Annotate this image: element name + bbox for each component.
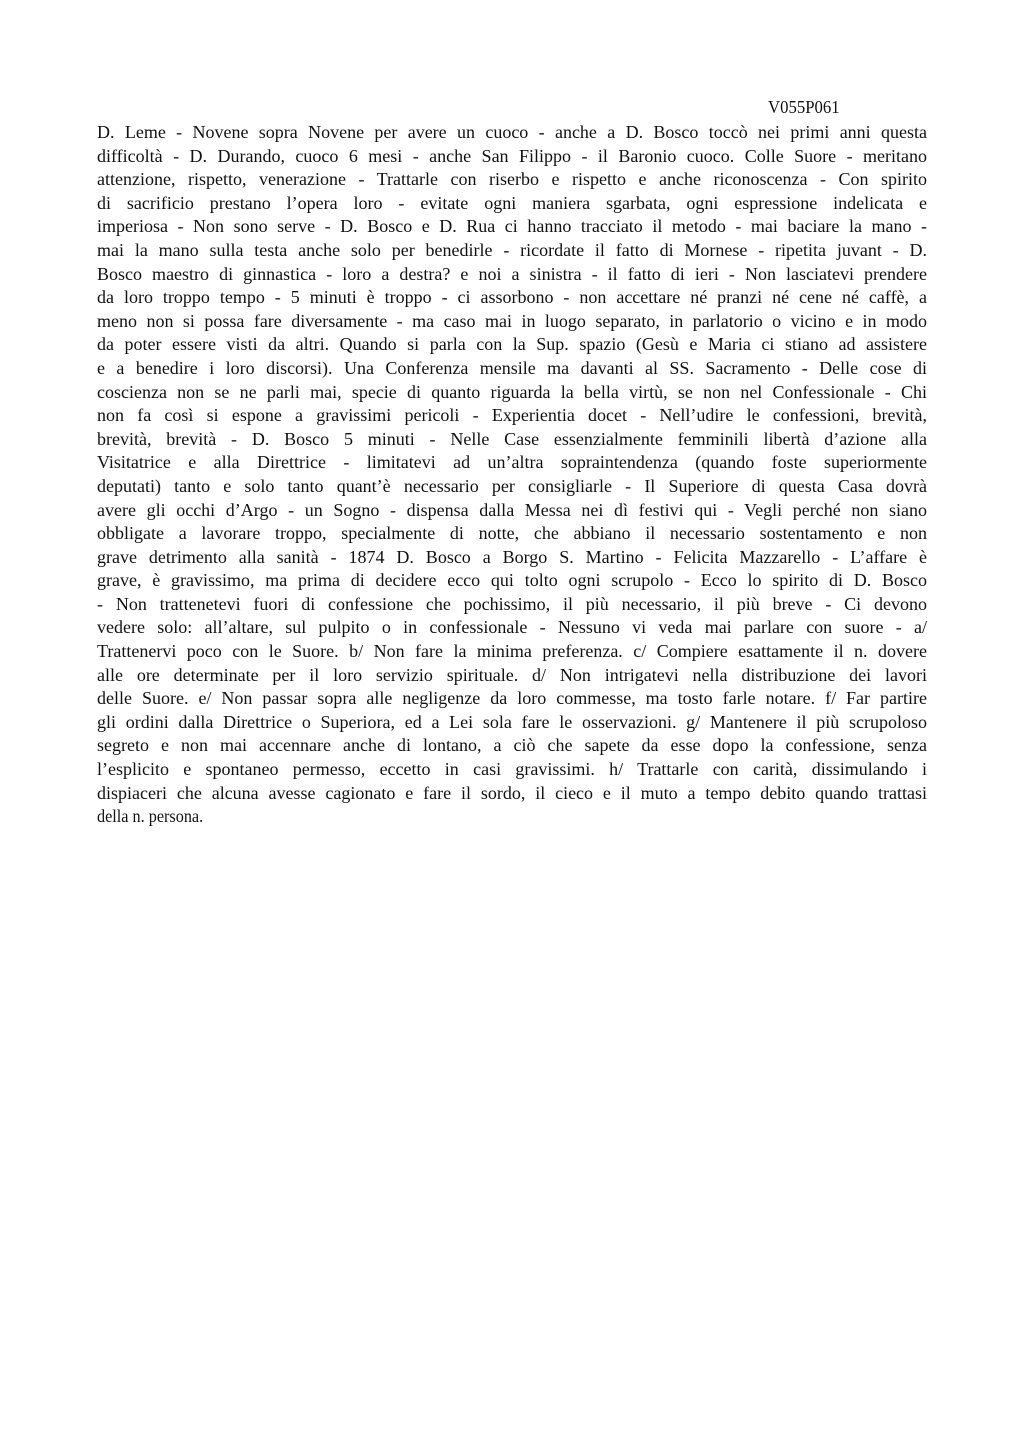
text-line: meno non si possa fare diversamente - ma caso mai in luogo separato, in parlatorio o vicino e in modo [97, 310, 927, 331]
page-id-header: V055P061 [768, 97, 840, 117]
text-line: di sacrificio prestano l’opera loro - evitate ogni maniera sgarbata, ogni espressione indelicata e [97, 192, 927, 213]
text-line: difficoltà - D. Durando, cuoco 6 mesi - anche San Filippo - il Baronio cuoco. Colle Suore - meritano [97, 145, 927, 166]
text-line: della n. persona. [97, 806, 204, 827]
text-line: da poter essere visti da altri. Quando si parla con la Sup. spazio (Gesù e Maria ci stiano ad assistere [97, 334, 927, 355]
text-line: grave, è gravissimo, ma prima di decidere ecco qui tolto ogni scrupolo - Ecco lo spirito di D. Bosco [97, 570, 927, 591]
text-line: gli ordini dalla Direttrice o Superiora, ed a Lei sola fare le osservazioni. g/ Mantenere il più scrupoloso [97, 711, 927, 732]
body-paragraph [97, 121, 927, 829]
text-line: l’esplicito e spontaneo permesso, eccetto in casi gravissimi. h/ Trattarle con carità, dissimulando i [97, 759, 927, 780]
text-line: Bosco maestro di ginnastica - loro a destra? e noi a sinistra - il fatto di ieri - Non lasciatevi prendere [97, 263, 927, 284]
text-line: imperiosa - Non sono serve - D. Bosco e D. Rua ci hanno tracciato il metodo - mai baciare la mano - [97, 216, 927, 237]
text-line: attenzione, rispetto, venerazione - Trattarle con riserbo e rispetto e anche riconoscenza - Con spirito [97, 169, 927, 190]
text-line: delle Suore. e/ Non passar sopra alle negligenze da loro commesse, ma tosto farle notare. f/ Far partire [97, 688, 927, 709]
text-line: vedere solo: all’altare, sul pulpito o in confessionale - Nessuno vi veda mai parlare con suore - a/ [97, 617, 927, 638]
text-line: mai la mano sulla testa anche solo per benedirle - ricordate il fatto di Mornese - ripetita juvant - D. [97, 239, 927, 260]
text-line: grave detrimento alla sanità - 1874 D. Bosco a Borgo S. Martino - Felicita Mazzarello - L’affare è [97, 546, 927, 567]
text-line: avere gli occhi d’Argo - un Sogno - dispensa dalla Messa nei dì festivi qui - Vegli perché non siano [97, 499, 927, 520]
text-line: Visitatrice e alla Direttrice - limitatevi ad un’altra sopraintendenza (quando foste superiormente [97, 452, 927, 473]
text-line: dispiaceri che alcuna avesse cagionato e fare il sordo, il cieco e il muto a tempo debito quando trattasi [97, 782, 927, 803]
text-line: Trattenervi poco con le Suore. b/ Non fare la minima preferenza. c/ Compiere esattamente il n. dovere [97, 641, 927, 662]
text-line: obbligate a lavorare troppo, specialmente di notte, che abbiano il necessario sostentamento e non [97, 523, 927, 544]
text-line: brevità, brevità - D. Bosco 5 minuti - Nelle Case essenzialmente femminili libertà d’azione alla [97, 428, 927, 449]
text-line: coscienza non se ne parli mai, specie di quanto riguarda la bella virtù, se non nel Confessionale - Chi [97, 381, 927, 402]
text-line: non fa così si espone a gravissimi pericoli - Experientia docet - Nell’udire le confessioni, brevità, [97, 405, 927, 426]
text-line: - Non trattenetevi fuori di confessione che pochissimo, il più necessario, il più breve - Ci devono [97, 593, 927, 614]
text-line: D. Leme - Novene sopra Novene per avere un cuoco - anche a D. Bosco toccò nei primi anni questa [97, 122, 927, 142]
text-line: e a benedire i loro discorsi). Una Conferenza mensile ma davanti al SS. Sacramento - Delle cose di [97, 357, 927, 378]
text-line: da loro troppo tempo - 5 minuti è troppo - ci assorbono - non accettare né pranzi né cene né caffè, a [97, 287, 927, 308]
text-line: segreto e non mai accennare anche di lontano, a ciò che sapete da esse dopo la confessione, senza [97, 735, 927, 756]
text-line: alle ore determinate per il loro servizio spirituale. d/ Non intrigatevi nella distribuzione dei lavori [97, 664, 927, 685]
text-line: deputati) tanto e solo tanto quant’è necessario per consigliarle - Il Superiore di questa Casa dovrà [97, 475, 927, 496]
